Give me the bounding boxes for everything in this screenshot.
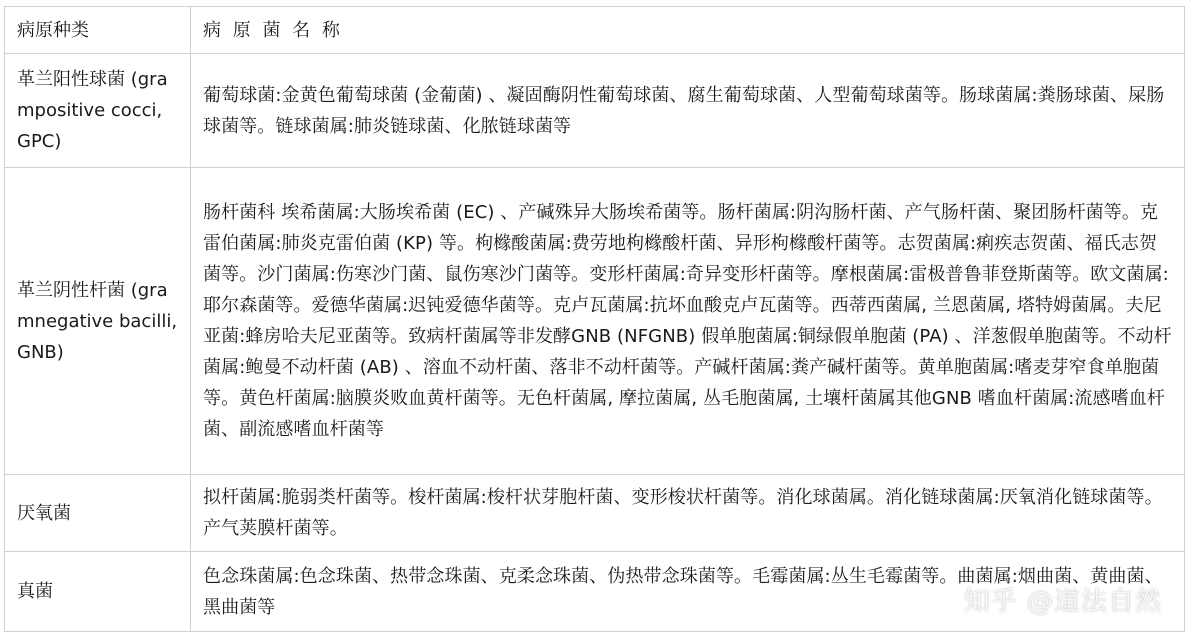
category-cell: 革兰阳性球菌 (grampositive cocci, GPC)	[5, 54, 191, 168]
description-cell: 葡萄球菌:金黄色葡萄球菌 (金葡菌) 、凝固酶阴性葡萄球菌、腐生葡萄球菌、人型葡萄球菌等。肠球菌属:粪肠球菌、屎肠球菌等。链球菌属:肺炎链球菌、化脓链球菌等	[191, 54, 1185, 168]
description-cell: 色念珠菌属:色念珠菌、热带念珠菌、克柔念珠菌、伪热带念珠菌等。毛霉菌属:丛生毛霉菌等。曲菌属:烟曲菌、黄曲菌、黑曲菌等	[191, 552, 1185, 632]
pathogen-table	[4, 6, 1185, 632]
header-pathogen-name: 病 原 菌 名 称	[191, 7, 1185, 54]
description-cell: 肠杆菌科 埃希菌属:大肠埃希菌 (EC) 、产碱殊异大肠埃希菌等。肠杆菌属:阴沟肠杆菌、产气肠杆菌、聚团肠杆菌等。克雷伯菌属:肺炎克雷伯菌 (KP) 等。枸橼酸菌属:费劳地枸橼酸杆菌、异形枸橼酸杆菌等。志贺菌属:痢疾志贺菌、福氏志贺菌等。沙门菌属:伤寒沙门菌、鼠伤寒沙门菌等。变形杆菌属:奇异变形杆菌等。摩根菌属:雷极普鲁菲登斯菌等。欧文菌属:耶尔森菌等。爱德华菌属:迟钝爱德华菌等。克卢瓦菌属:抗坏血酸克卢瓦菌等。西蒂西菌属, 兰恩菌属, 塔特姆菌属。夫尼亚菌:蜂房哈夫尼亚菌等。致病杆菌属等非发酵GNB (NFGNB) 假单胞菌属:铜绿假单胞菌 (PA) 、洋葱假单胞菌等。不动杆菌属:鲍曼不动杆菌 (AB) 、溶血不动杆菌、落非不动杆菌等。产碱杆菌属:粪产碱杆菌等。黄单胞菌属:嗜麦芽窄食单胞菌等。黄色杆菌属:脑膜炎败血黄杆菌等。无色杆菌属, 摩拉菌属, 丛毛胞菌属, 土壤杆菌属其他GNB 嗜血杆菌属:流感嗜血杆菌、副流感嗜血杆菌等	[191, 168, 1185, 475]
table-row	[5, 54, 1185, 168]
watermark: 知乎 @道法自然	[963, 587, 1162, 617]
table-row	[5, 168, 1185, 475]
category-cell: 真菌	[5, 552, 191, 632]
table-row	[5, 475, 1185, 552]
category-cell: 厌氧菌	[5, 475, 191, 552]
description-cell: 拟杆菌属:脆弱类杆菌等。梭杆菌属:梭杆状芽胞杆菌、变形梭状杆菌等。消化球菌属。消化链球菌属:厌氧消化链球菌等。产气荚膜杆菌等。	[191, 475, 1185, 552]
table-header-row	[5, 7, 1185, 54]
category-cell: 革兰阴性杆菌 (gramnegative bacilli, GNB)	[5, 168, 191, 475]
header-pathogen-type: 病原种类	[5, 7, 191, 54]
